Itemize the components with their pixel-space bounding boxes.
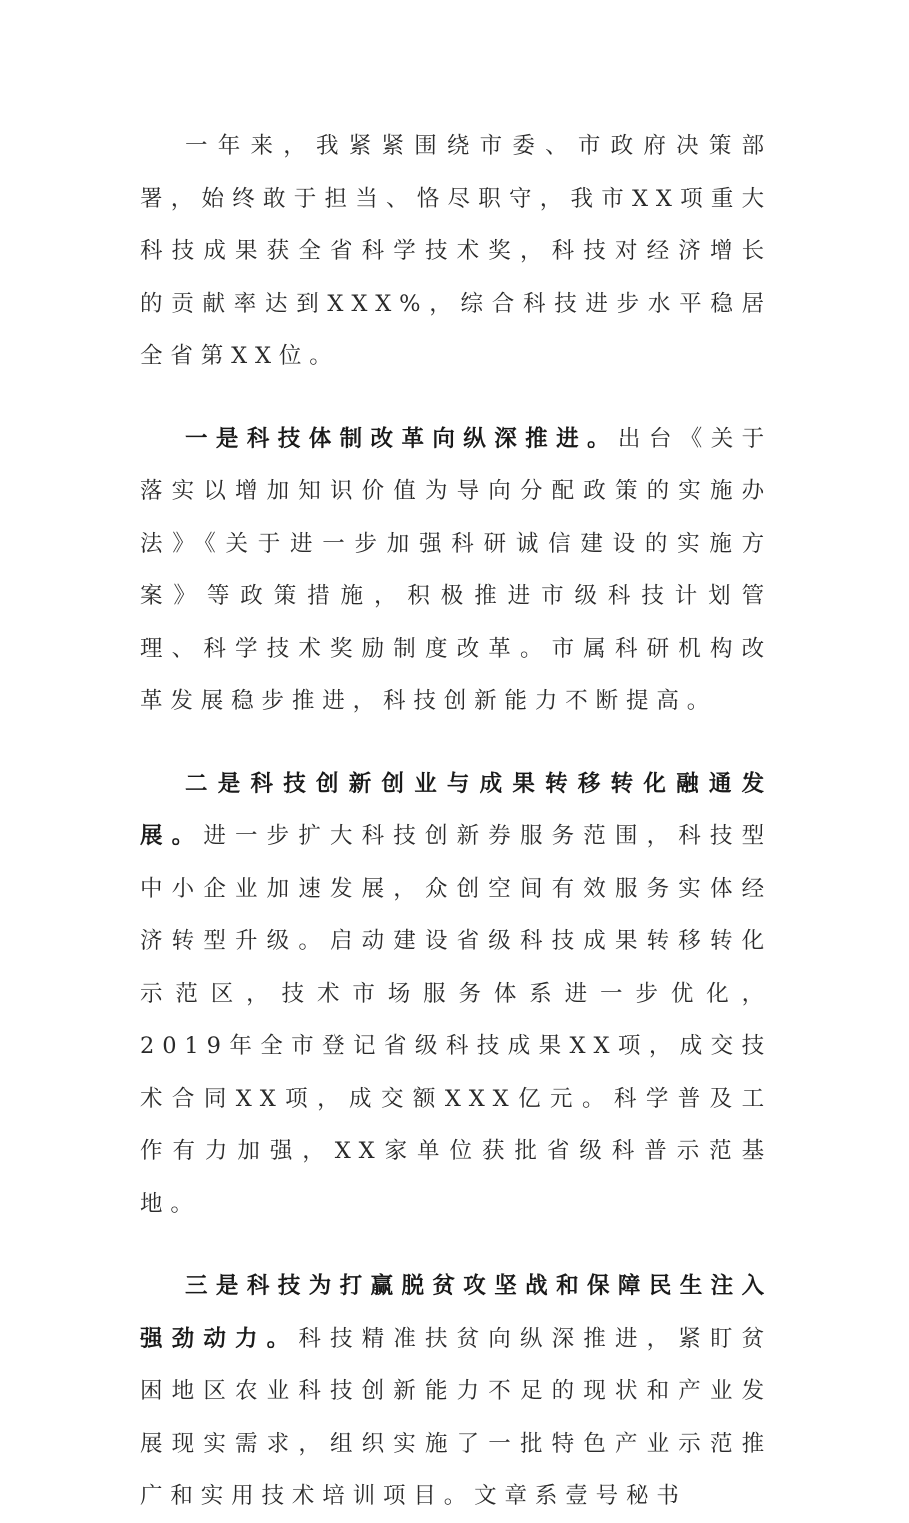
paragraph-innovation (140, 758, 772, 1231)
paragraph-text: 进一步扩大科技创新券服务范围，科技型中小企业加速发展，众创空间有效服务实体经济转型升级。启动建设省级科技成果转移转化示范区，技术市场服务体系进一步优化，2019年全市登记省级科技成果XX项，成交技术合同XX项，成交额XXX亿元。科学普及工作有力加强，XX家单位获批省级科普示范基地。 (140, 823, 772, 1217)
document-body (140, 120, 772, 1523)
paragraph-poverty (140, 1260, 772, 1523)
paragraph-lead: 一是科技体制改革向纵深推进。 (185, 425, 618, 452)
paragraph-intro (140, 120, 772, 383)
paragraph-text: 一年来，我紧紧围绕市委、市政府决策部署，始终敢于担当、恪尽职守，我市XX项重大科技成果获全省科学技术奖，科技对经济增长的贡献率达到XXX%，综合科技进步水平稳居全省第XX位。 (140, 133, 772, 369)
paragraph-text: 出台《关于落实以增加知识价值为导向分配政策的实施办法》《关于进一步加强科研诚信建设的实施方案》等政策措施，积极推进市级科技计划管理、科学技术奖励制度改革。市属科研机构改革发展稳步推进，科技创新能力不断提高。 (140, 425, 772, 714)
paragraph-lead: 二是科技创新创业与成果转移转化融通发展。 (140, 770, 772, 849)
paragraph-lead: 三是科技为打赢脱贫攻坚战和保障民生注入强劲动力。 (140, 1273, 772, 1352)
paragraph-text: 科技精准扶贫向纵深推进，紧盯贫困地区农业科技创新能力不足的现状和产业发展现实需求，组织实施了一批特色产业示范推广和实用技术培训项目。文章系壹号秘书 (140, 1325, 772, 1509)
paragraph-reform (140, 413, 772, 728)
